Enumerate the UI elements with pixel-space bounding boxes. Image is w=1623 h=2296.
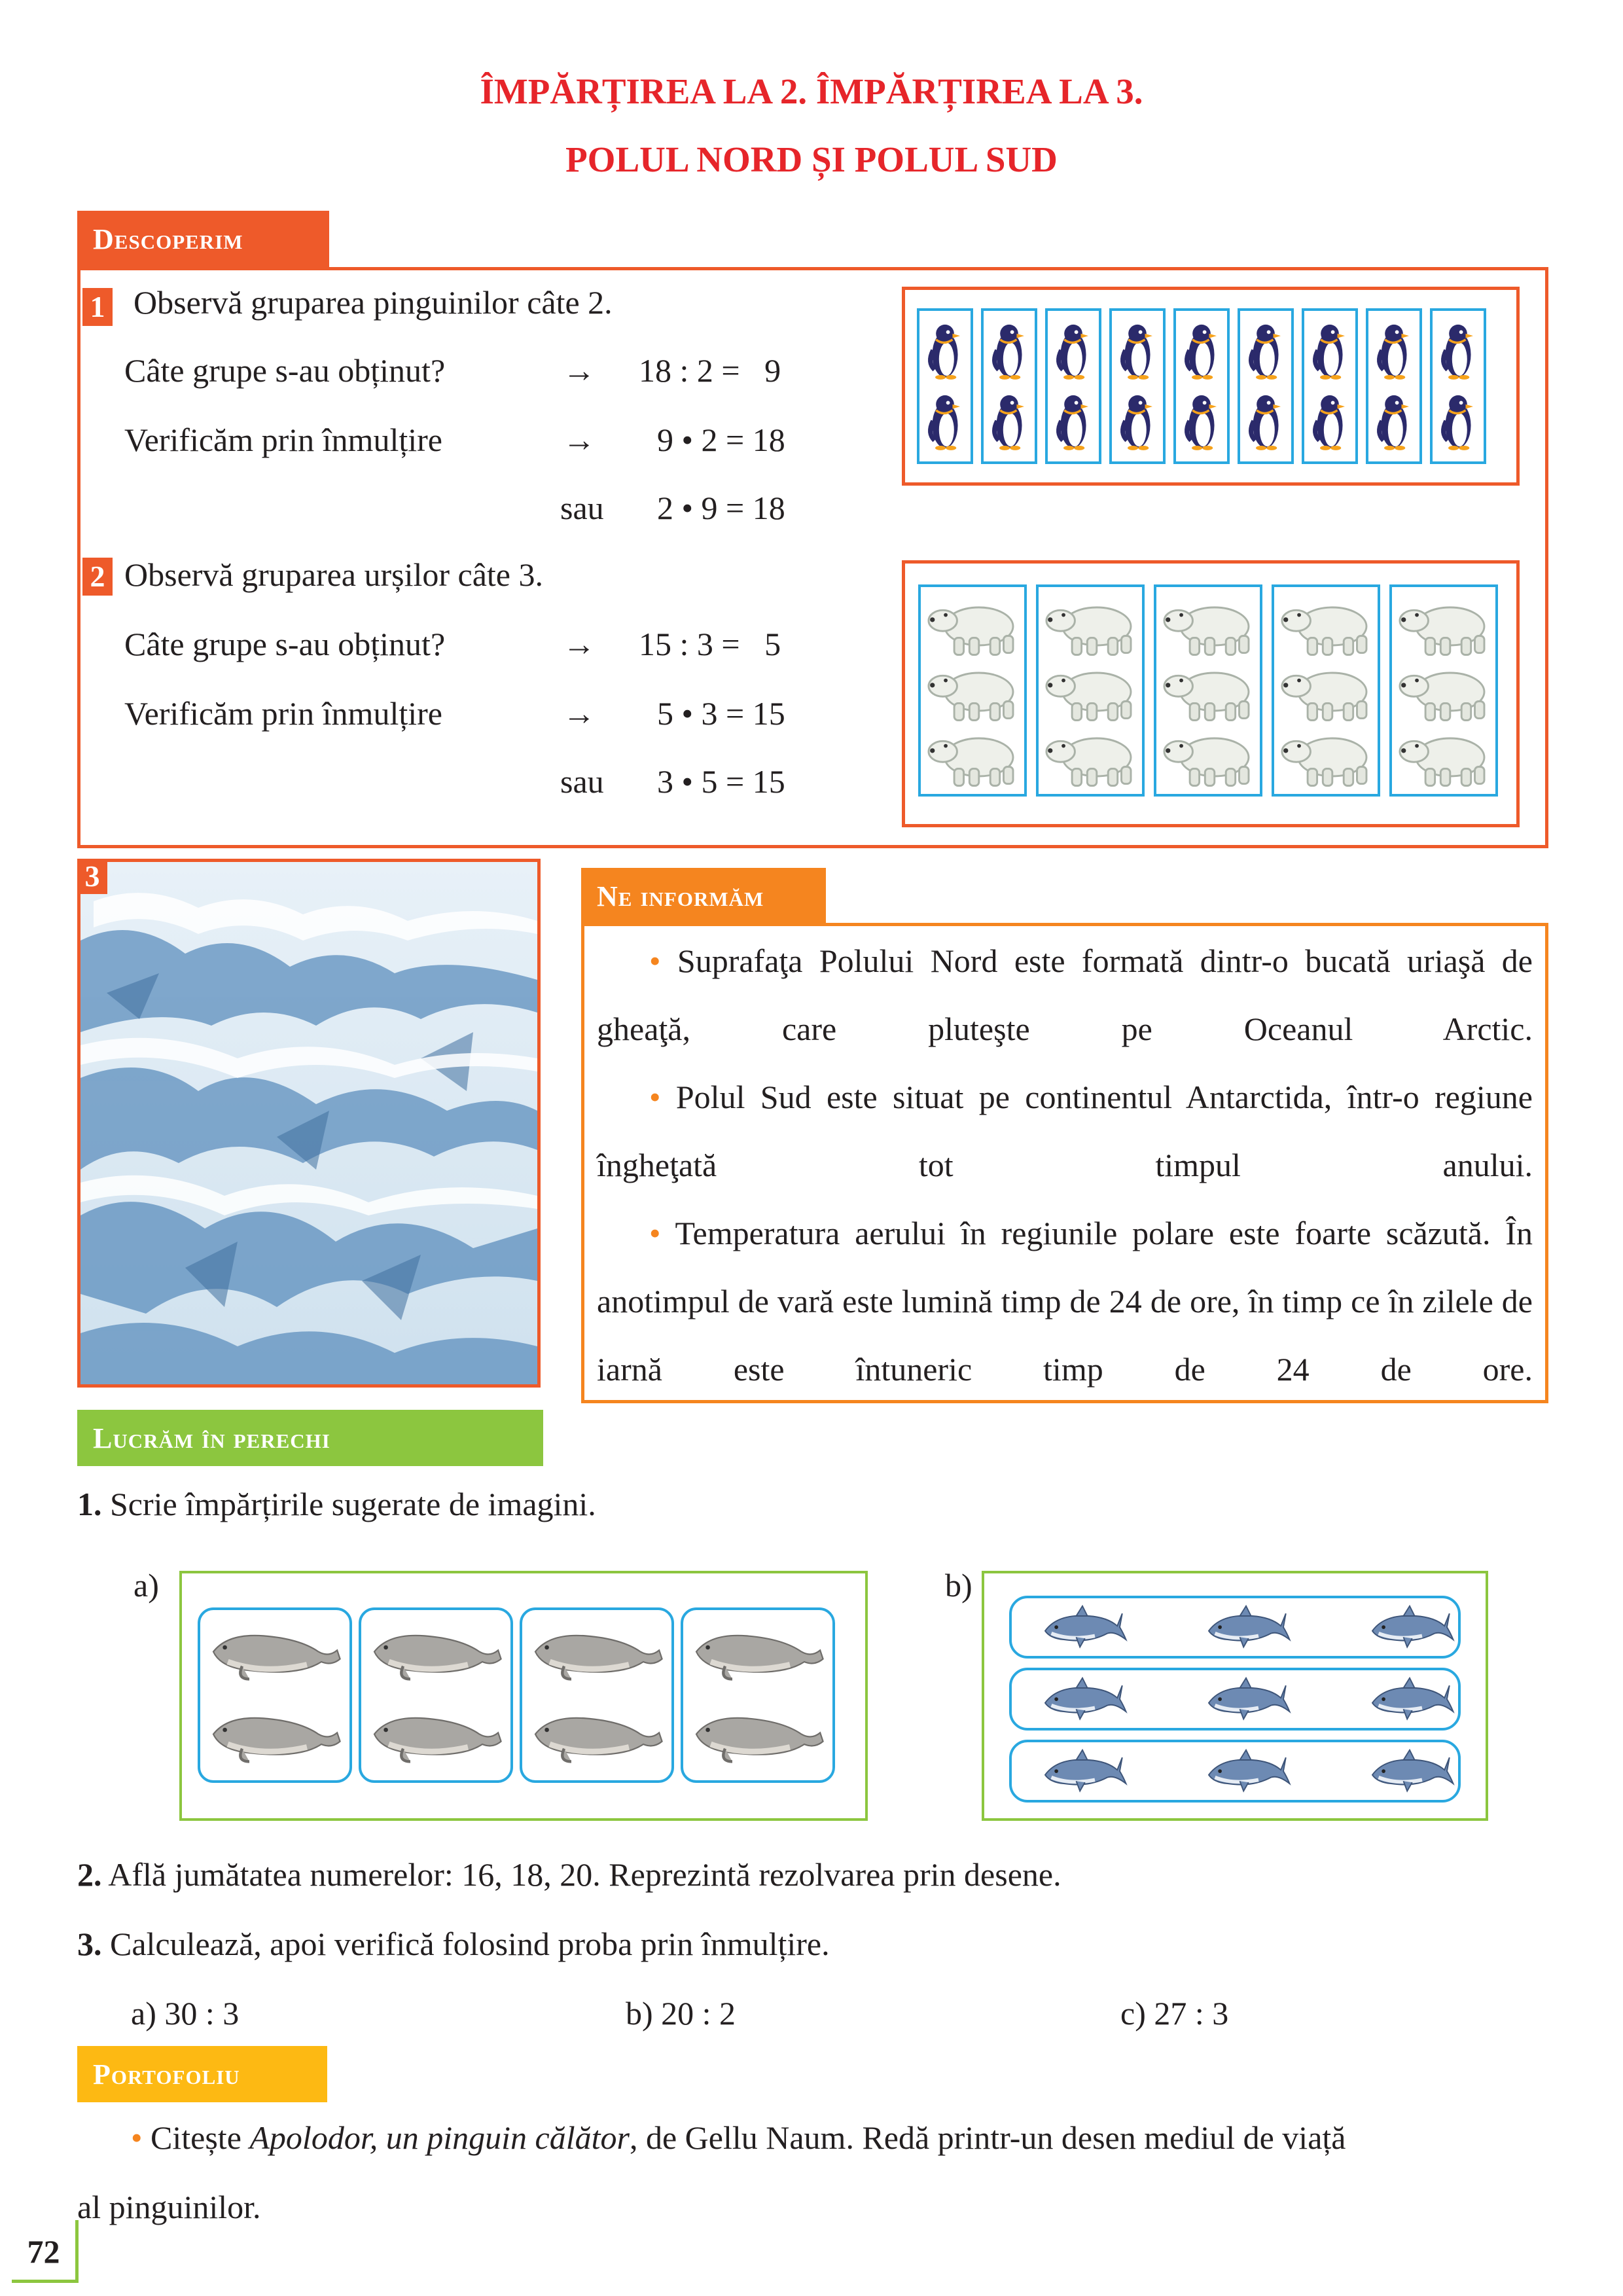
seals-image-box bbox=[179, 1571, 868, 1821]
exercise-number-3: 3 bbox=[77, 859, 107, 894]
penguins-image-box bbox=[902, 287, 1520, 486]
section-tab-descoperim: Descoperim bbox=[77, 211, 329, 268]
portofoliu-line-1 bbox=[131, 2118, 1346, 2157]
info-paragraph-2 bbox=[597, 1063, 1533, 1199]
task-2 bbox=[77, 1855, 1061, 1894]
bullet-icon: • bbox=[649, 1215, 661, 1251]
book-title: Apolodor, un pinguin călător bbox=[249, 2119, 630, 2156]
exercise-2-division: 15 : 3 = 5 bbox=[639, 626, 781, 662]
dolphin-groups-illustration bbox=[984, 1573, 1486, 1818]
bullet-icon: • bbox=[131, 2119, 143, 2156]
task-2-text: Află jumătatea numerelor: 16, 18, 20. Reprezintă rezolvarea prin desene. bbox=[108, 1856, 1061, 1893]
task-3-option-b: b) 20 : 2 bbox=[626, 1995, 736, 2032]
seal-groups-illustration bbox=[182, 1573, 865, 1818]
label-b: b) bbox=[945, 1567, 972, 1604]
exercise-1-question: Câte grupe s-au obținut? bbox=[124, 352, 446, 389]
info-paragraph-2-text: Polul Sud este situat pe continentul Antarctida, într-o regiune îngheţată tot timpul anului. bbox=[597, 1079, 1533, 1183]
info-paragraph-3-text: Temperatura aerului în regiunile polare este foarte scăzută. În anotimpul de vară este lumină timp de 24 de ore, în timp ce în zilele de iarnă este întuneric timp de 24 de ore. bbox=[597, 1215, 1533, 1388]
bullet-icon: • bbox=[649, 942, 661, 979]
exercise-2-intro: Observă gruparea urșilor câte 3. bbox=[124, 556, 543, 593]
portofoliu-text-pre: Citește bbox=[151, 2119, 250, 2156]
exercise-1-multiplication-2: 2 • 9 = 18 bbox=[657, 490, 785, 526]
task-1-text: Scrie împărțirile sugerate de imagini. bbox=[110, 1486, 596, 1522]
task-2-number: 2. bbox=[77, 1856, 102, 1893]
portofoliu-text-post: , de Gellu Naum. Redă printr-un desen mediul de viață bbox=[629, 2119, 1346, 2156]
snowy-mountains-icon bbox=[80, 862, 537, 1384]
penguin-groups-illustration bbox=[905, 290, 1516, 482]
arrow-icon: → bbox=[563, 352, 596, 389]
exercise-number-2: 2 bbox=[82, 558, 113, 596]
exercise-2-question: Câte grupe s-au obținut? bbox=[124, 626, 446, 662]
seal-group-cell bbox=[521, 1609, 673, 1782]
exercise-2-multiplication-1: 5 • 3 = 15 bbox=[657, 695, 785, 732]
task-3-option-a: a) 30 : 3 bbox=[131, 1995, 240, 2032]
page-number: 72 bbox=[12, 2220, 79, 2283]
exercise-2-verify-label: Verificăm prin înmulțire bbox=[124, 695, 442, 732]
info-paragraph-1-text: Suprafaţa Polului Nord este formată dintr-o bucată uriaşă de gheaţă, care pluteşte pe Oceanul Arctic. bbox=[597, 942, 1533, 1047]
arrow-icon: → bbox=[563, 626, 596, 662]
task-3 bbox=[77, 1924, 830, 1964]
page-subtitle: POLUL NORD ȘI POLUL SUD bbox=[565, 139, 1058, 179]
snowy-mountains-photo bbox=[77, 859, 541, 1388]
portofoliu-line-2: al pinguinilor. bbox=[77, 2189, 261, 2225]
exercise-1-intro: Observă gruparea pinguinilor câte 2. bbox=[134, 284, 613, 321]
page-title: ÎMPĂRȚIREA LA 2. ÎMPĂRȚIREA LA 3. bbox=[480, 71, 1143, 111]
section-tab-portofoliu: Portofoliu bbox=[77, 2046, 327, 2102]
bullet-icon: • bbox=[649, 1079, 661, 1115]
arrow-icon: → bbox=[563, 695, 596, 732]
info-paragraph-1 bbox=[597, 927, 1533, 1063]
task-3-option-c: c) 27 : 3 bbox=[1120, 1995, 1229, 2032]
exercise-number-1: 1 bbox=[82, 288, 113, 326]
exercise-1-multiplication-1: 9 • 2 = 18 bbox=[657, 422, 785, 458]
task-1-number: 1. bbox=[77, 1486, 102, 1522]
task-3-number: 3. bbox=[77, 1926, 102, 1962]
seal-group-cell bbox=[199, 1609, 351, 1782]
bears-image-box bbox=[902, 560, 1520, 827]
or-label: sau bbox=[560, 763, 604, 800]
info-paragraph-3 bbox=[597, 1199, 1533, 1403]
exercise-2-multiplication-2: 3 • 5 = 15 bbox=[657, 763, 785, 800]
exercise-1-verify-label: Verificăm prin înmulțire bbox=[124, 422, 442, 458]
arrow-icon: → bbox=[563, 422, 596, 458]
exercise-1-division: 18 : 2 = 9 bbox=[639, 352, 781, 389]
or-label: sau bbox=[560, 490, 604, 526]
dolphins-image-box bbox=[982, 1571, 1488, 1821]
section-tab-lucram-in-perechi: Lucrăm în perechi bbox=[77, 1410, 543, 1466]
task-1 bbox=[77, 1484, 596, 1524]
task-3-text: Calculează, apoi verifică folosind proba prin înmulțire. bbox=[110, 1926, 830, 1962]
seal-group-cell bbox=[682, 1609, 834, 1782]
polar-bear-groups-illustration bbox=[905, 564, 1516, 824]
section-tab-ne-informam: Ne informăm bbox=[581, 868, 826, 924]
label-a: a) bbox=[134, 1567, 159, 1604]
seal-group-cell bbox=[360, 1609, 512, 1782]
